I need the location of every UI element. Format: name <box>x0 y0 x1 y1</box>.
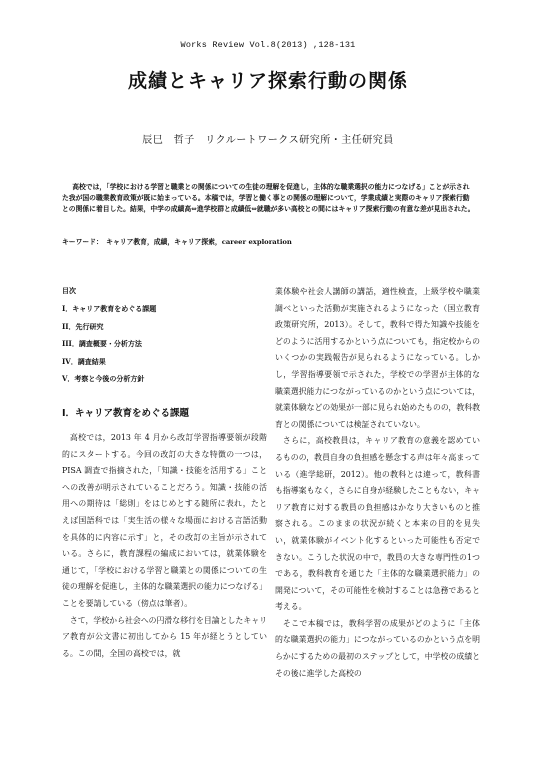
article-title: 成績とキャリア探索行動の関係 <box>127 70 408 92</box>
right-column <box>275 284 480 682</box>
body-paragraph: 業体験や社会人講師の講話，適性検査，上級学校や職業調べといった活動が実施されるようになった（国立教育政策研究所，2013）。そして，教科で得た知識や技能をどのように活用するかという点についても，指定校からのいくつかの実践報告が見られるようになっている。しかし，学習指導要領で示された，学校での学習が主体的な職業選択能力につながっているのかという点については，就業体験などの効果が一部に見られ始めたものの，教科教育との関係については検証されていない。 <box>275 287 481 429</box>
journal-citation: Works Review Vol.8(2013) ,128-131 <box>180 40 356 50</box>
keywords: キーワード： キャリア教育，成績，キャリア探索，career exploration <box>62 238 292 246</box>
toc-item: I．キャリア教育をめぐる課題 <box>62 304 157 313</box>
toc-item: V．考察と今後の分析方針 <box>62 374 145 384</box>
body-paragraph: さて，学校から社会への円滑な移行を目論としたキャリア教育が公文書に初出してから 15 年が経とうとしている。この間，全国の高校では，就 <box>62 615 268 658</box>
left-column <box>62 284 267 662</box>
toc-title: 目次 <box>62 286 76 295</box>
body-paragraph: 高校では，2013 年 4 月から改訂学習指導要領が段階的にスタートする。今回の改訂の大きな特徴の一つは，PISA 調査で指摘された，「知識・技能を活用する」ことへの改善が明示されていることだろう。知識・技能の活用への期待は「総則」をはじめとする随所に表れ，たとえば国語科では「実生活の様々な場面における言語活動を具体的に内容に示す」と，その改訂の主旨が示されている。さらに，教育課程の編成においては，就業体験を通じて，「学校における学習と職業との関係についての生徒の理解を促進し，主体的な職業選択の能力につなげる」ことを要請している（傍点は筆者）。 <box>62 432 268 608</box>
section-heading: I．キャリア教育をめぐる課題 <box>62 407 190 419</box>
abstract-text: 高校では，「学校における学習と職業との関係についての生徒の理解を促進し，主体的な職業選択の能力につなげる」ことが示された我が国の職業教育政策が既に始まっている。本稿では，学習と働く事との関係の理解について，学業成績と実際のキャリア探索行動との関係に着目した。結果，中学の成績高⇔進学校群と成績低⇔就職が多い高校との間にはキャリア探索行動の有意な差が見出された。 <box>62 183 475 213</box>
toc-item: II．先行研究 <box>62 321 104 331</box>
toc-item: III．調査概要・分析方法 <box>62 339 142 349</box>
toc-item: IV．調査結果 <box>62 356 106 366</box>
body-paragraph: そこで本稿では，教科学習の成果がどのように「主体的な職業選択の能力」につながっているのかという点を明らかにするための最初のステップとして，中学校の成績とその後に進学した高校の <box>275 618 481 678</box>
abstract <box>62 182 476 215</box>
body-paragraph: さらに，高校教員は，キャリア教育の意義を認めているものの，教員自身の負担感を懸念する声は年々高まっている（進学総研，2012）。他の教科とは違って，教科書も指導案もなく，さらに自身が経験したこともない，キャリア教育に対する教員の負担感はかなり大きいものと推察される。このままの状況が続くと本来の目的を見失い，就業体験がイベント化するといった可能性も否定できない。こうした状況の中で，教員の大きな専門性の1つである，教科教育を通じた「主体的な職業選択能力」の開発について，その可能性を検討することは急務であると考える。 <box>275 436 481 612</box>
author-line: 辰巳 哲子 リクルートワークス研究所・主任研究員 <box>142 135 394 146</box>
table-of-contents <box>62 300 267 388</box>
